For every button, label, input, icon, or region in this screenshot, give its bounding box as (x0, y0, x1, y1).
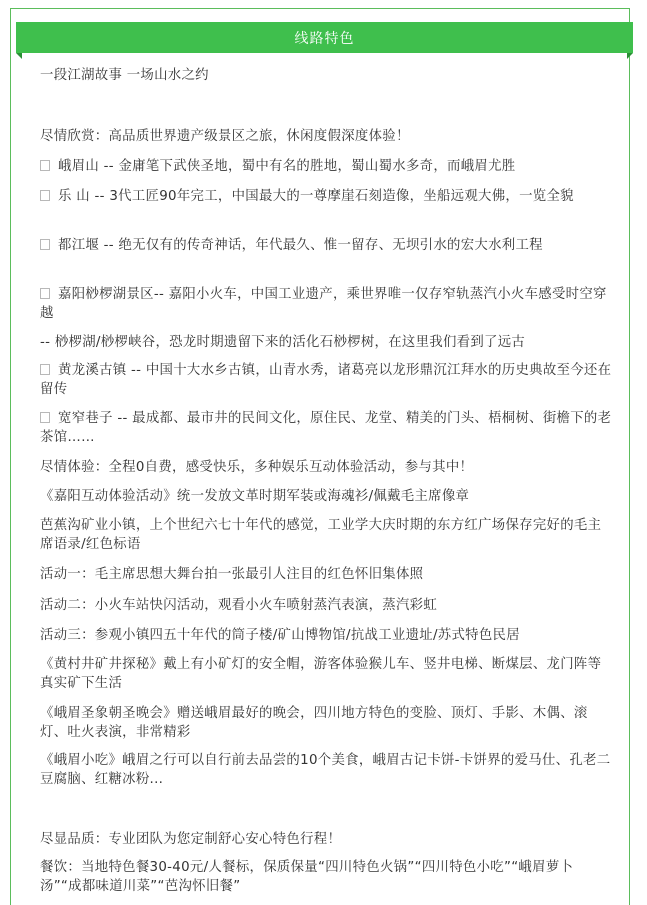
bullet-square-icon (40, 364, 50, 375)
experience-item: 《嘉阳互动体验活动》统一发放文革时期军装或海魂衫/佩戴毛主席像章 (40, 489, 470, 504)
bullet-square-icon (40, 288, 50, 299)
route-features-banner (16, 22, 633, 53)
experience-item: 芭蕉沟矿业小镇，上个世纪六七十年代的感觉，工业学大庆时期的东方红广场保存完好的毛主席语录/红色标语 (40, 518, 602, 552)
attraction-kuanzhai: 宽窄巷子 -- 最成都、最市井的民间文化，原住民、龙堂、精美的门头、梧桐树、街檐下的老茶馆…… (40, 411, 612, 445)
quality-heading: 尽显品质：专业团队为您定制舒心安心特色行程！ (40, 832, 342, 847)
attraction-dujiangyan: 都江堰 -- 绝无仅有的传奇神话，年代最久、惟一留存、无坝引水的宏大水利工程 (40, 236, 614, 255)
meal-line: 餐饮：当地特色餐30-40元/人餐标，保质保量“四川特色火锅”“四川特色小吃”“峨眉萝卜汤”“成都味道川菜”“芭沟怀旧餐” (40, 860, 574, 894)
attraction-emei: 峨眉山 -- 金庸笔下武侠圣地，蜀中有名的胜地，蜀山蜀水多奇，而峨眉尤胜 (40, 157, 614, 176)
attraction-leshan: 乐 山 -- 3代工匠90年完工，中国最大的一尊摩崖石刻造像，坐船远观大佛，一览全貌 (40, 187, 614, 206)
experience-item: 活动二：小火车站快闪活动，观看小火车喷射蒸汽表演，蒸汽彩虹 (40, 598, 438, 613)
experience-item: 《峨眉圣象朝圣晚会》赠送峨眉最好的晚会，四川地方特色的变脸、顶灯、手影、木偶、滚灯、吐火表演，非常精彩 (40, 706, 588, 740)
suoluo-line: -- 桫椤湖/桫椤峡谷，恐龙时期遗留下来的活化石桫椤树，在这里我们看到了远古 (40, 335, 526, 350)
experience-item: 活动一：毛主席思想大舞台拍一张最引人注目的红色怀旧集体照 (40, 567, 424, 582)
intro-line: 一段江湖故事 一场山水之约 (40, 68, 209, 83)
experience-item: 活动三：参观小镇四五十年代的筒子楼/矿山博物馆/抗战工业遗址/苏式特色民居 (40, 628, 520, 643)
attraction-jiayang: 嘉阳桫椤湖景区-- 嘉阳小火车，中国工业遗产，乘世界唯一仅存窄轨蒸汽小火车感受时空穿越 (40, 287, 607, 321)
experience-heading: 尽情体验：全程0自费，感受快乐，多种娱乐互动体验活动，参与其中！ (40, 460, 474, 475)
bullet-square-icon (40, 160, 50, 171)
banner-title: 线路特色 (294, 30, 355, 47)
attraction-huanglongxi: 黄龙溪古镇 -- 中国十大水乡古镇，山青水秀，诸葛亮以龙形鼎沉江拜水的历史典故至今还在留传 (40, 363, 612, 397)
experience-item: 《黄村井矿井探秘》戴上有小矿灯的安全帽，游客体验猴儿车、竖井电梯、断煤层、龙门阵等真实矿下生活 (40, 657, 602, 691)
enjoy-heading: 尽情欣赏：高品质世界遗产级景区之旅，休闲度假深度体验！ (40, 129, 410, 144)
bullet-square-icon (40, 412, 50, 423)
bullet-square-icon (40, 190, 50, 201)
experience-item: 《峨眉小吃》峨眉之行可以自行前去品尝的10个美食，峨眉古记卡饼-卡饼界的爱马仕、孔老二豆腐脑、红糖冰粉... (40, 753, 611, 787)
bullet-square-icon (40, 239, 50, 250)
